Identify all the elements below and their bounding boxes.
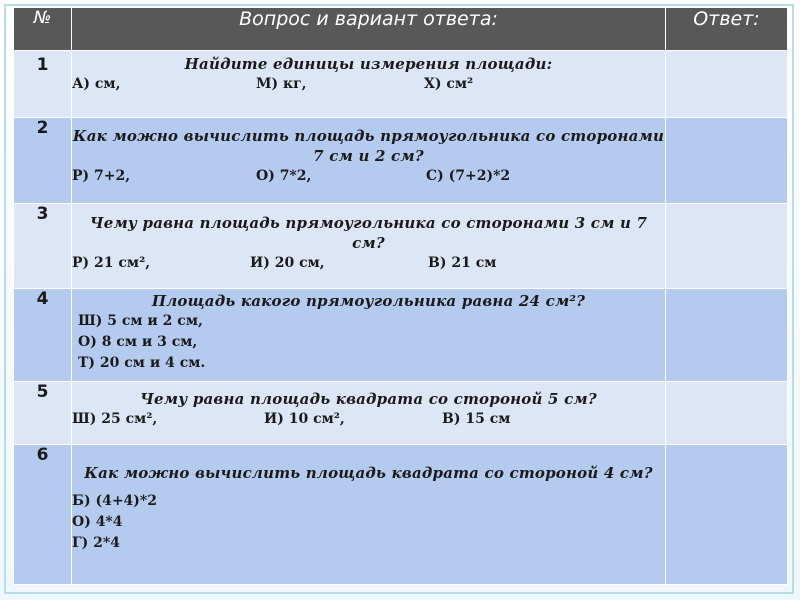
answer-cell[interactable]	[666, 382, 788, 445]
options-list	[72, 311, 665, 374]
header-number: №	[14, 8, 72, 51]
option: О) 8 см и 3 см,	[78, 334, 198, 350]
row-number: 3	[14, 204, 72, 289]
option: Т) 20 см и 4 см.	[78, 355, 206, 371]
option: С) (7+2)*2	[426, 168, 511, 184]
answer-cell[interactable]	[666, 118, 788, 204]
question-cell	[72, 204, 666, 289]
question-cell	[72, 382, 666, 445]
header-answer: Ответ:	[666, 8, 788, 51]
question-text: Найдите единицы измерения площади:	[184, 55, 553, 73]
row-number: 1	[14, 51, 72, 118]
option: О) 4*4	[72, 514, 123, 530]
option: Х) см²	[424, 76, 474, 92]
question-text: Как можно вычислить площадь прямоугольника со сторонами 7 см и 2 см?	[72, 127, 665, 165]
row-number: 6	[14, 445, 72, 585]
option: А) см,	[72, 76, 121, 92]
question-cell	[72, 289, 666, 382]
question-cell	[72, 51, 666, 118]
options-line	[72, 409, 665, 430]
options-line	[72, 166, 665, 187]
answer-cell[interactable]	[666, 204, 788, 289]
options-line	[72, 74, 665, 95]
options-line	[72, 253, 665, 274]
option: В) 21 см	[428, 255, 497, 271]
option: Ш) 5 см и 2 см,	[78, 313, 203, 329]
option: Г) 2*4	[72, 535, 120, 551]
header-question: Вопрос и вариант ответа:	[72, 8, 666, 51]
options-list	[72, 491, 665, 554]
answer-cell[interactable]	[666, 51, 788, 118]
answer-cell[interactable]	[666, 289, 788, 382]
question-row-3	[14, 204, 788, 289]
option: И) 10 см²,	[264, 411, 345, 427]
question-text: Чему равна площадь квадрата со стороной 5 см?	[140, 390, 597, 408]
row-number: 5	[14, 382, 72, 445]
header-row	[14, 8, 788, 51]
answer-cell[interactable]	[666, 445, 788, 585]
option: Ш) 25 см²,	[72, 411, 158, 427]
question-text: Площадь какого прямоугольника равна 24 см²?	[151, 292, 586, 310]
question-row-5	[14, 382, 788, 445]
row-number: 2	[14, 118, 72, 204]
option: М) кг,	[256, 76, 307, 92]
question-row-6	[14, 445, 788, 585]
question-cell	[72, 118, 666, 204]
question-text: Как можно вычислить площадь квадрата со стороной 4 см?	[84, 464, 653, 482]
option: Р) 7+2,	[72, 168, 131, 184]
question-text: Чему равна площадь прямоугольника со сторонами 3 см и 7 см?	[89, 214, 648, 252]
question-row-4	[14, 289, 788, 382]
question-row-1	[14, 51, 788, 118]
option: И) 20 см,	[250, 255, 325, 271]
question-row-2	[14, 118, 788, 204]
question-cell	[72, 445, 666, 585]
option: В) 15 см	[442, 411, 511, 427]
row-number: 4	[14, 289, 72, 382]
option: О) 7*2,	[256, 168, 312, 184]
quiz-table	[13, 7, 788, 585]
option: Р) 21 см²,	[72, 255, 151, 271]
option: Б) (4+4)*2	[72, 493, 157, 509]
